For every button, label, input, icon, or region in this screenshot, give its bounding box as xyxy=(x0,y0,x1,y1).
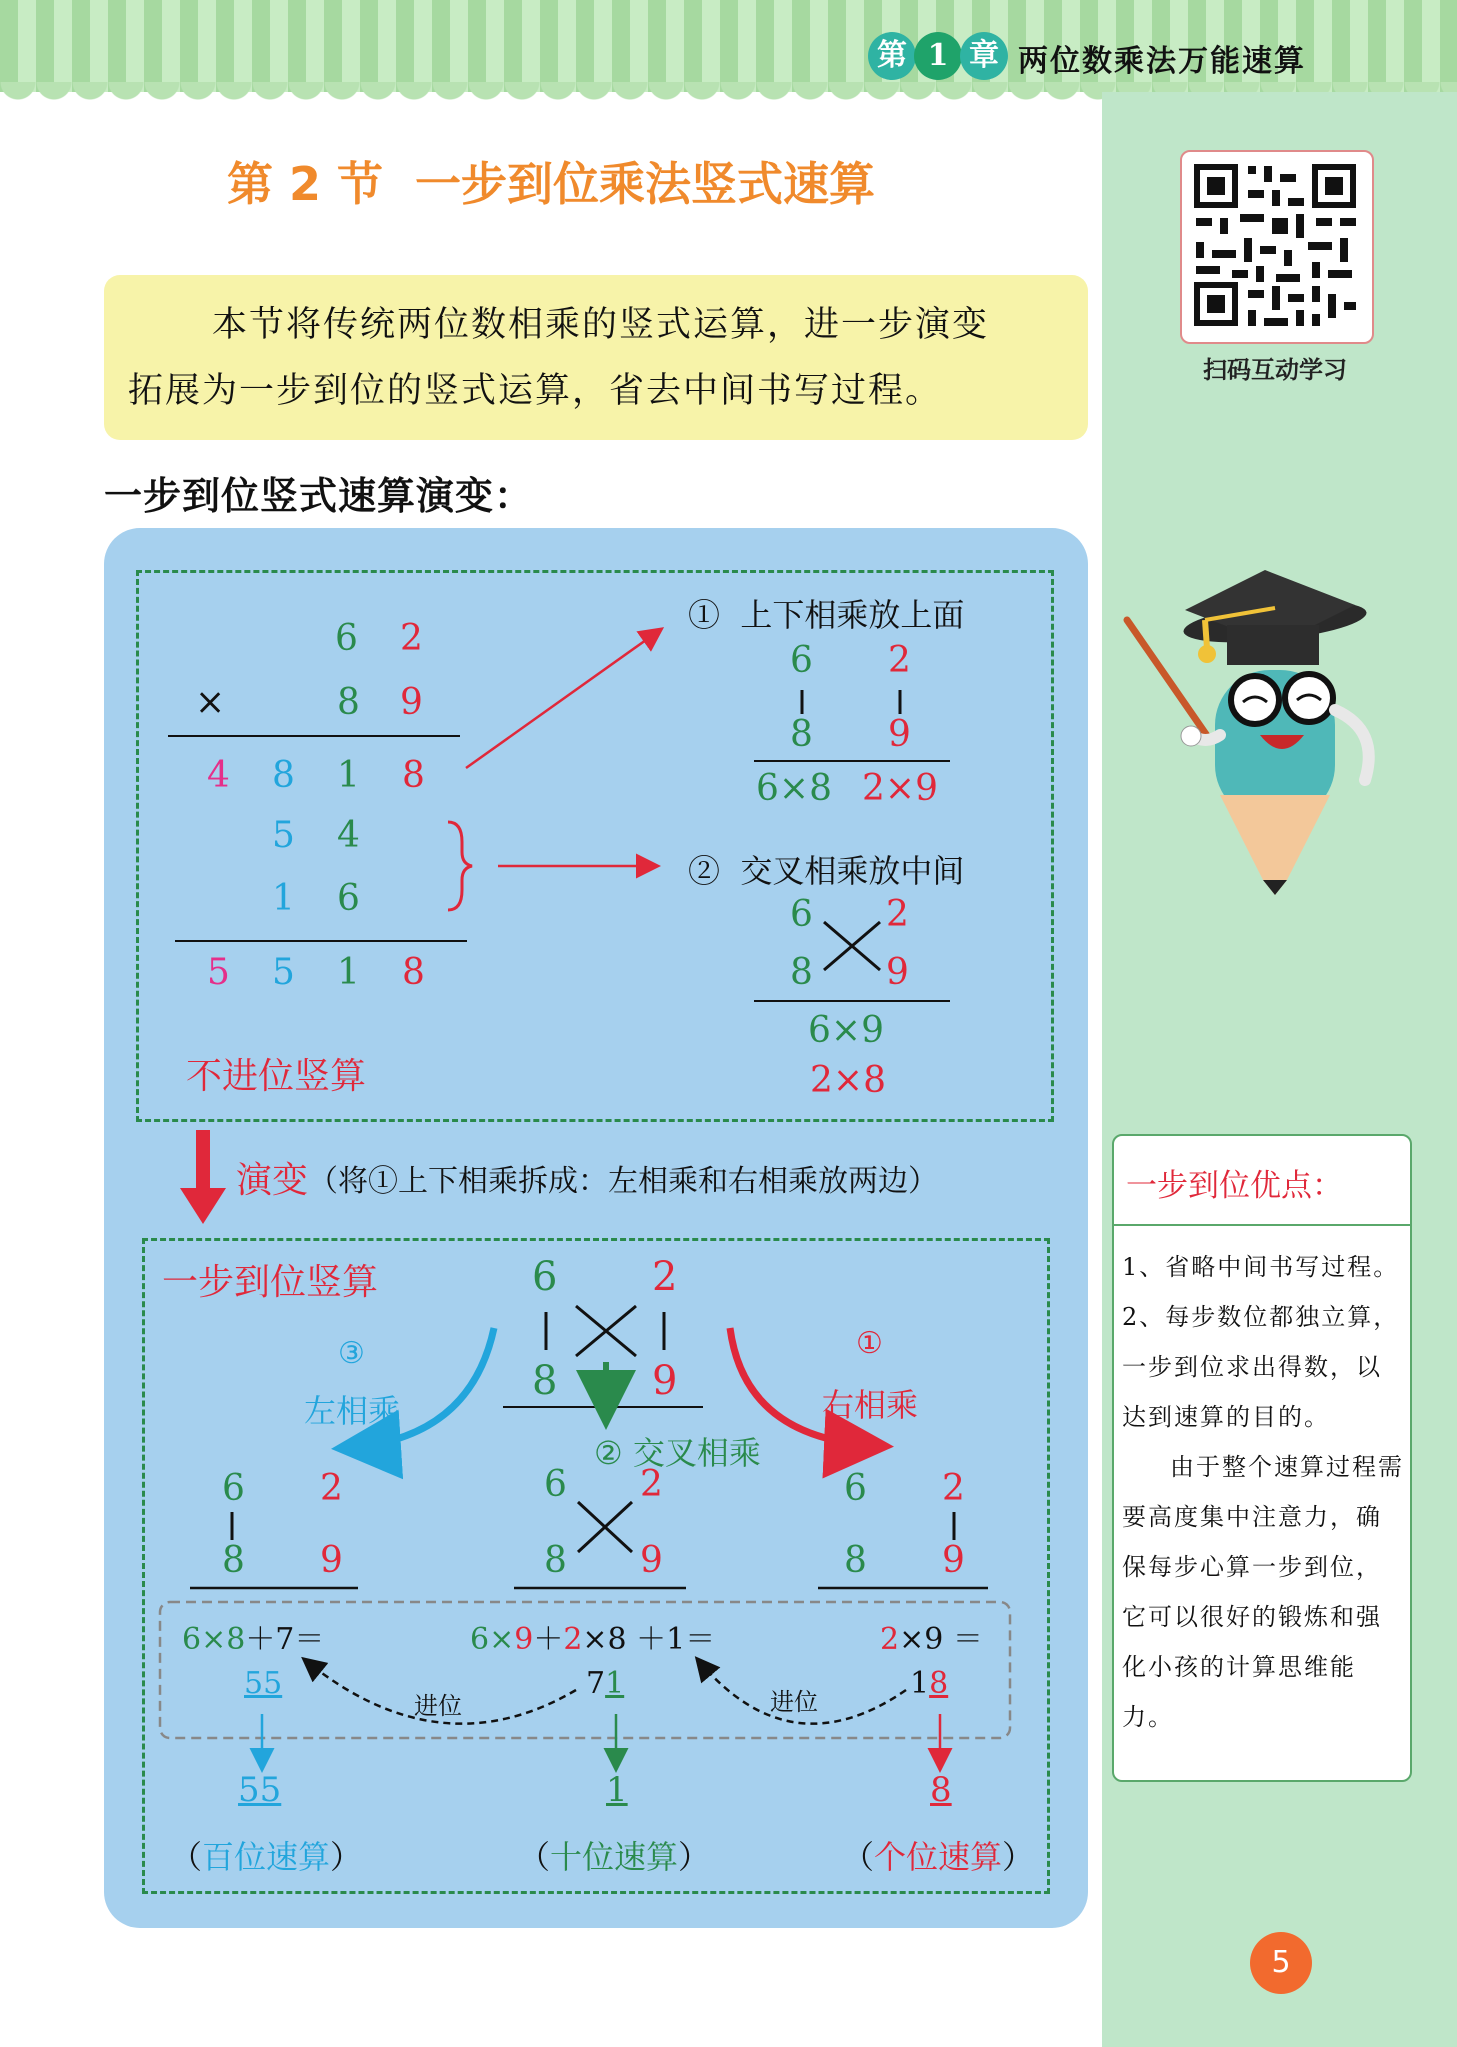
chapter-suffix: 章 xyxy=(960,32,1008,80)
p1-row3-d1: 1 xyxy=(272,878,295,919)
sub-mid-2: 2 xyxy=(640,1464,663,1505)
qr-code[interactable] xyxy=(1180,150,1374,344)
rule2-2: 2 xyxy=(886,894,909,935)
rule1-label: ① 上下相乘放上面 xyxy=(688,596,965,634)
sub-left-6: 6 xyxy=(222,1468,245,1509)
advantage-3: 由于整个速算过程需要高度集中注意力，确保每步心算一步到位，它可以很好的锻炼和强化小孩的计算思维能力。 xyxy=(1122,1453,1404,1731)
qr-caption: 扫码互动学习 xyxy=(1203,356,1347,384)
p1-row2-d2: 4 xyxy=(337,815,360,856)
place-left: （百位速算） xyxy=(170,1838,363,1876)
rule1-2: 2 xyxy=(888,640,911,681)
res-middle: 71 xyxy=(586,1666,625,1701)
p1-second-8: 8 xyxy=(337,682,360,723)
p2-top-2: 2 xyxy=(652,1254,678,1300)
sub-left-2: 2 xyxy=(320,1468,343,1509)
rule1-8: 8 xyxy=(790,714,813,755)
page-number: 5 xyxy=(1250,1932,1312,1994)
rule1-6: 6 xyxy=(790,640,813,681)
p1-top-2: 2 xyxy=(400,618,423,659)
p1-result-d4: 8 xyxy=(402,952,425,993)
p1-times: × xyxy=(195,682,226,723)
advantage-2: 2、每步数位都独立算，一步到位求出得数，以达到速算的目的。 xyxy=(1122,1303,1400,1431)
rule1-9: 9 xyxy=(888,714,911,755)
rule2-8: 8 xyxy=(790,952,813,993)
p1-result-d1: 5 xyxy=(207,952,230,993)
qr-code-icon xyxy=(1182,152,1368,338)
p1-result-d3: 1 xyxy=(337,952,360,993)
intro-line-1: 本节将传统两位数相乘的竖式运算，进一步演变 xyxy=(212,305,990,345)
intro-line-2: 拓展为一步到位的竖式运算，省去中间书写过程。 xyxy=(128,371,943,411)
eq-middle: 6×9＋2×8 ＋1＝ xyxy=(470,1622,716,1657)
sub-right-2: 2 xyxy=(942,1468,965,1509)
p1-row3-d2: 6 xyxy=(337,878,360,919)
rule1-product-left: 6×8 xyxy=(756,768,832,809)
advantages-divider xyxy=(1114,1224,1410,1226)
advantages-body xyxy=(1122,1242,1406,1742)
sub-right-9: 9 xyxy=(942,1540,965,1581)
p2-left-num: ③ xyxy=(338,1336,365,1371)
p1-second-9: 9 xyxy=(400,682,423,723)
final-right: 8 xyxy=(930,1770,952,1810)
p2-bottom-9: 9 xyxy=(652,1358,678,1404)
eq-left: 6×8＋7＝ xyxy=(182,1622,325,1657)
place-middle: （十位速算） xyxy=(518,1838,711,1876)
p2-bottom-8: 8 xyxy=(532,1358,558,1404)
section-subheading: 一步到位竖式速算演变： xyxy=(104,474,534,518)
p1-row1-d1: 4 xyxy=(207,755,230,796)
sub-mid-8: 8 xyxy=(544,1540,567,1581)
advantage-1: 1、省略中间书写过程。 xyxy=(1122,1253,1400,1281)
sub-left-8: 8 xyxy=(222,1540,245,1581)
eq-right: 2×9 ＝ xyxy=(880,1622,983,1657)
p1-caption: 不进位竖算 xyxy=(186,1056,367,1097)
p2-right-num: ① xyxy=(856,1326,883,1361)
p2-middle-label: ② 交叉相乘 xyxy=(594,1434,761,1472)
p2-left-label: 左相乘 xyxy=(304,1392,401,1430)
rule1-product-right: 2×9 xyxy=(862,768,938,809)
p1-row1-d2: 8 xyxy=(272,755,295,796)
carry-label-2: 进位 xyxy=(770,1688,818,1716)
rule2-product-1: 6×9 xyxy=(808,1010,884,1051)
p1-row1-d3: 1 xyxy=(337,755,360,796)
p1-top-6: 6 xyxy=(335,618,358,659)
p2-right-label: 右相乘 xyxy=(822,1386,919,1424)
final-middle: 1 xyxy=(606,1770,628,1810)
place-right: （个位速算） xyxy=(842,1838,1035,1876)
res-left: 55 xyxy=(244,1666,283,1701)
rule2-product-2: 2×8 xyxy=(810,1060,886,1101)
p2-top-6: 6 xyxy=(532,1254,558,1300)
chapter-prefix: 第 xyxy=(868,32,916,80)
evolve-note: （将①上下相乘拆成：左相乘和右相乘放两边） xyxy=(308,1164,938,1199)
advantages-title: 一步到位优点： xyxy=(1126,1168,1343,1204)
p1-result-d2: 5 xyxy=(272,952,295,993)
sub-right-6: 6 xyxy=(844,1468,867,1509)
p2-caption: 一步到位竖算 xyxy=(162,1262,379,1303)
sub-mid-6: 6 xyxy=(544,1464,567,1505)
sub-mid-9: 9 xyxy=(640,1540,663,1581)
pencil-mascot-icon xyxy=(1115,550,1405,900)
p1-row1-d4: 8 xyxy=(402,755,425,796)
carry-label-1: 进位 xyxy=(414,1692,462,1720)
res-right: 18 xyxy=(910,1666,949,1701)
advantages-box xyxy=(1112,1134,1412,1782)
chapter-number: 1 xyxy=(914,32,962,80)
sub-left-9: 9 xyxy=(320,1540,343,1581)
rule2-9: 9 xyxy=(886,952,909,993)
p1-row2-d1: 5 xyxy=(272,815,295,856)
sub-right-8: 8 xyxy=(844,1540,867,1581)
rule2-6: 6 xyxy=(790,894,813,935)
chapter-title: 两位数乘法万能速算 xyxy=(1018,44,1306,79)
page-title: 第 2 节 一步到位乘法竖式速算 xyxy=(226,157,876,211)
rule2-label: ② 交叉相乘放中间 xyxy=(688,852,965,890)
final-left: 55 xyxy=(238,1770,282,1810)
evolve-label: 演变 xyxy=(236,1160,309,1201)
